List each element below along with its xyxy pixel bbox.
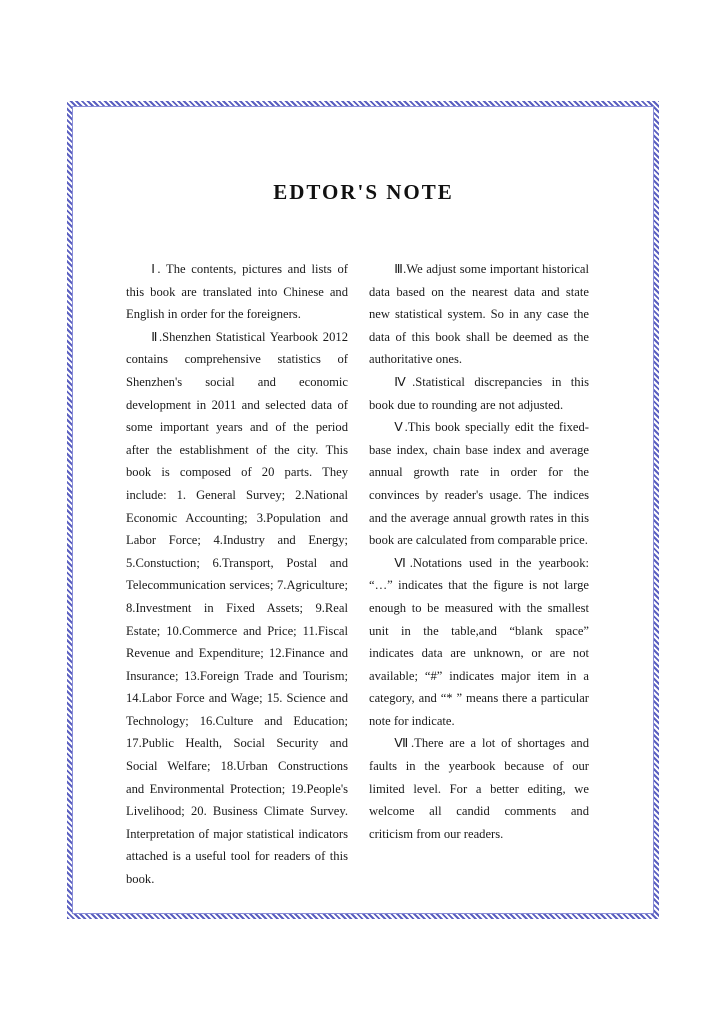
note-paragraph-2: Ⅱ.Shenzhen Statistical Yearbook 2012 contains comprehensive statistics of Shenzhen's social and economic development in 2011 and selected data of some important years and of the period after the establishment of the city. This book is composed of 20 parts. They include: 1. General Survey; 2.National Economic Accounting; 3.Population and Labor Force; 4.Industry and Energy; 5.Constuction; 6.Transport, Postal and Telecommunication services; 7.Agriculture; 8.Investment in Fixed Assets; 9.Real Estate; 10.Commerce and Price; 11.Fiscal Revenue and Expenditure; 12.Finance and Insurance; 13.Foreign Trade and Tourism; 14.Labor Force and Wage; 15. Science and Technology; 16.Culture and Education; 17.Public Health, Social Security and Social Welfare; 18.Urban Constructions and Environmental Protection; 19.People's Livelihood; 20. Business Climate Survey. Interpretation of major statistical indicators attached is a useful tool for readers of this book.: [126, 329, 348, 887]
note-paragraph-3: Ⅲ.We adjust some important historical data based on the nearest data and state new statistical system. So in any case the data of this book shall be deemed as the authoritative ones.: [369, 262, 589, 367]
note-paragraph-7: Ⅶ.There are a lot of shortages and faults in the yearbook because of our limited level. For a better editing, we welcome all candid comments and criticism from our readers.: [369, 736, 589, 841]
note-paragraph-6: Ⅵ.Notations used in the yearbook: “…” indicates that the figure is not large enough to be measured with the smallest unit in the table,and “blank space” indicates data are unknown, or are not available; “#” indicates major item in a category, and “* ” means there a particular note for indicate.: [369, 555, 589, 728]
right-column: [369, 258, 589, 845]
note-paragraph-1: Ⅰ. The contents, pictures and lists of this book are translated into Chinese and English in order for the foreigners.: [126, 262, 348, 322]
note-paragraph-5: Ⅴ.This book specially edit the fixed-base index, chain base index and average annual growth rate in order for the convinces by reader's usage. The indices and the average annual growth rates in this book are calculated from comparable price.: [369, 420, 589, 548]
left-column: [126, 258, 348, 891]
note-paragraph-4: Ⅳ.Statistical discrepancies in this book due to rounding are not adjusted.: [369, 374, 589, 412]
page-title: EDTOR'S NOTE: [273, 180, 454, 204]
